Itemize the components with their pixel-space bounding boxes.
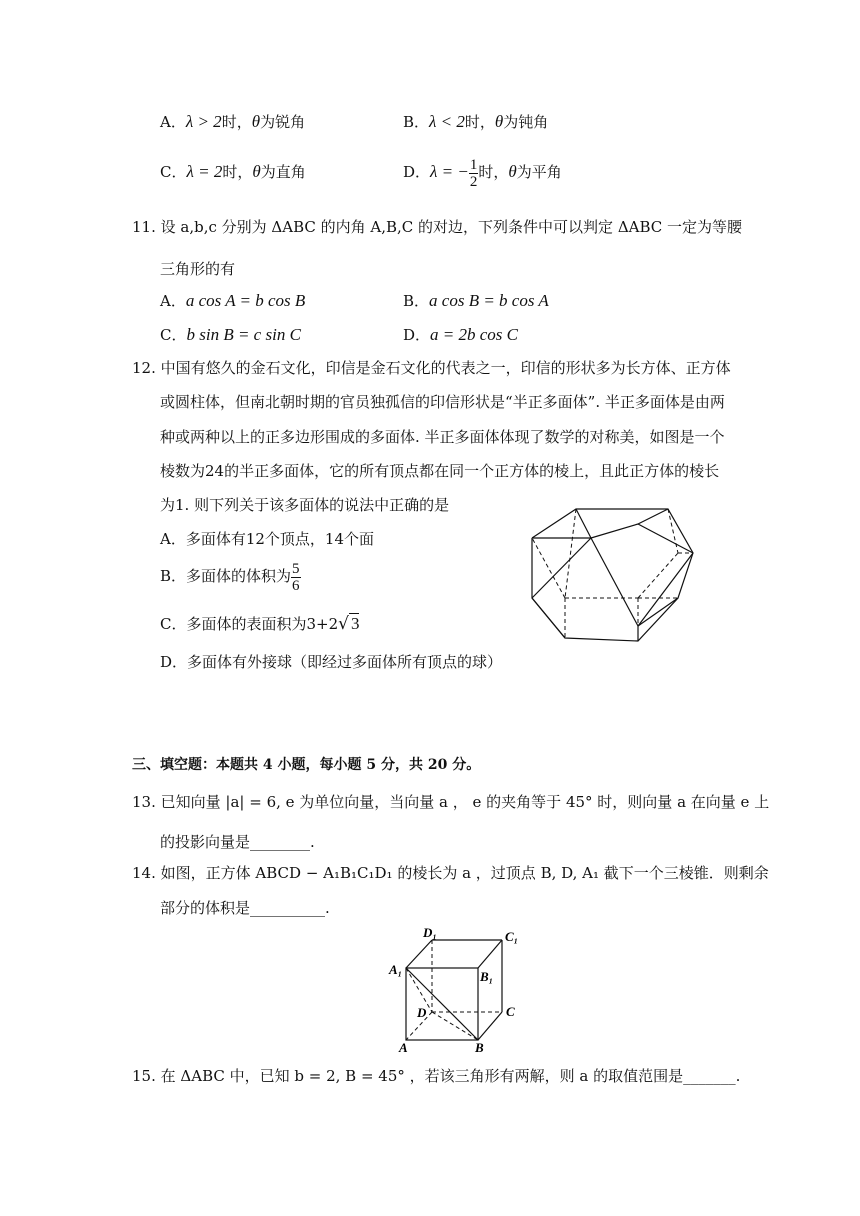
q13-stem-line1: 13. 已知向量 |a| = 6, e 为单位向量，当向量 a ， e 的夹角等于 45° 时，则向量 a 在向量 e 上 — [132, 793, 770, 811]
label-b: B — [475, 1040, 484, 1054]
q12-option-d: D．多面体有外接球（即经过多面体所有顶点的球） — [160, 653, 503, 671]
q12-stem-line2: 或圆柱体，但南北朝时期的官员独孤信的印信形状是“半正多面体”. 半正多面体是由两 — [160, 393, 725, 411]
fraction-one-half: $\frac{1}{2}$ — [469, 156, 478, 190]
q14-stem-line2: 部分的体积是__________. — [160, 899, 330, 917]
q14-stem-line1: 14. 如图，正方体 ABCD − A₁B₁C₁D₁ 的棱长为 a ，过顶点 B, D, A₁ 截下一个三棱锥．则剩余 — [132, 864, 769, 882]
q12-option-b: B．多面体的体积为 $\frac{5}{6}$ — [160, 560, 300, 594]
label-a: A — [399, 1040, 408, 1054]
q12-option-a: A．多面体有12个顶点，14个面 — [160, 530, 375, 548]
q11-option-a: A．a cos A = b cos B — [160, 291, 306, 310]
q12-stem-line1: 12. 中国有悠久的金石文化，印信是金石文化的代表之一，印信的形状多为长方体、正方体 — [132, 359, 731, 377]
cube-figure — [385, 924, 535, 1054]
label-d1: D₁ — [423, 925, 437, 940]
q11-option-d: D．a = 2b cos C — [403, 325, 519, 344]
q12-stem-line4: 棱数为24的半正多面体，它的所有顶点都在同一个正方体的棱上，且此正方体的棱长 — [160, 462, 720, 480]
q12-stem-line3: 种或两种以上的正多边形围成的多面体. 半正多面体体现了数学的对称美，如图是一个 — [160, 428, 725, 446]
q12-option-c: C．多面体的表面积为3+2√ 3 — [160, 614, 360, 634]
q11-option-c: C．b sin B = c sin C — [160, 325, 301, 344]
label-d: D — [417, 1005, 427, 1020]
q12-stem-line5: 为1. 则下列关于该多面体的说法中正确的是 — [160, 496, 450, 514]
label-a1: A₁ — [389, 962, 403, 977]
q11-stem-line2: 三角形的有 — [160, 260, 236, 278]
section3-title: 三、填空题：本题共 4 小题，每小题 5 分，共 20 分。 — [132, 757, 481, 773]
label-c: C — [506, 1004, 515, 1019]
polyhedron-figure — [528, 498, 708, 648]
q10-option-d: D．λ = − $\frac{1}{2}$ 时，θ为平角 — [403, 156, 562, 190]
label-b1: B₁ — [480, 969, 494, 984]
q11-stem-line1: 11. 设 a,b,c 分别为 ΔABC 的内角 A,B,C 的对边，下列条件中可以判定 ΔABC 一定为等腰 — [132, 218, 743, 236]
q10-option-c: C．λ = 2时，θ为直角 — [160, 162, 306, 181]
q15-stem-line1: 15. 在 ΔABC 中，已知 b = 2, B = 45° ，若该三角形有两解，则 a 的取值范围是_______. — [132, 1067, 741, 1085]
q13-stem-line2: 的投影向量是________. — [160, 833, 315, 851]
q10-option-b: B．λ < 2时，θ为钝角 — [403, 112, 549, 131]
fraction-five-sixths: $\frac{5}{6}$ — [292, 560, 300, 594]
q11-option-b: B．a cos B = b cos A — [403, 291, 549, 310]
label-c1: C₁ — [505, 929, 519, 944]
q10-option-a: A．λ > 2时，θ为锐角 — [160, 112, 306, 131]
